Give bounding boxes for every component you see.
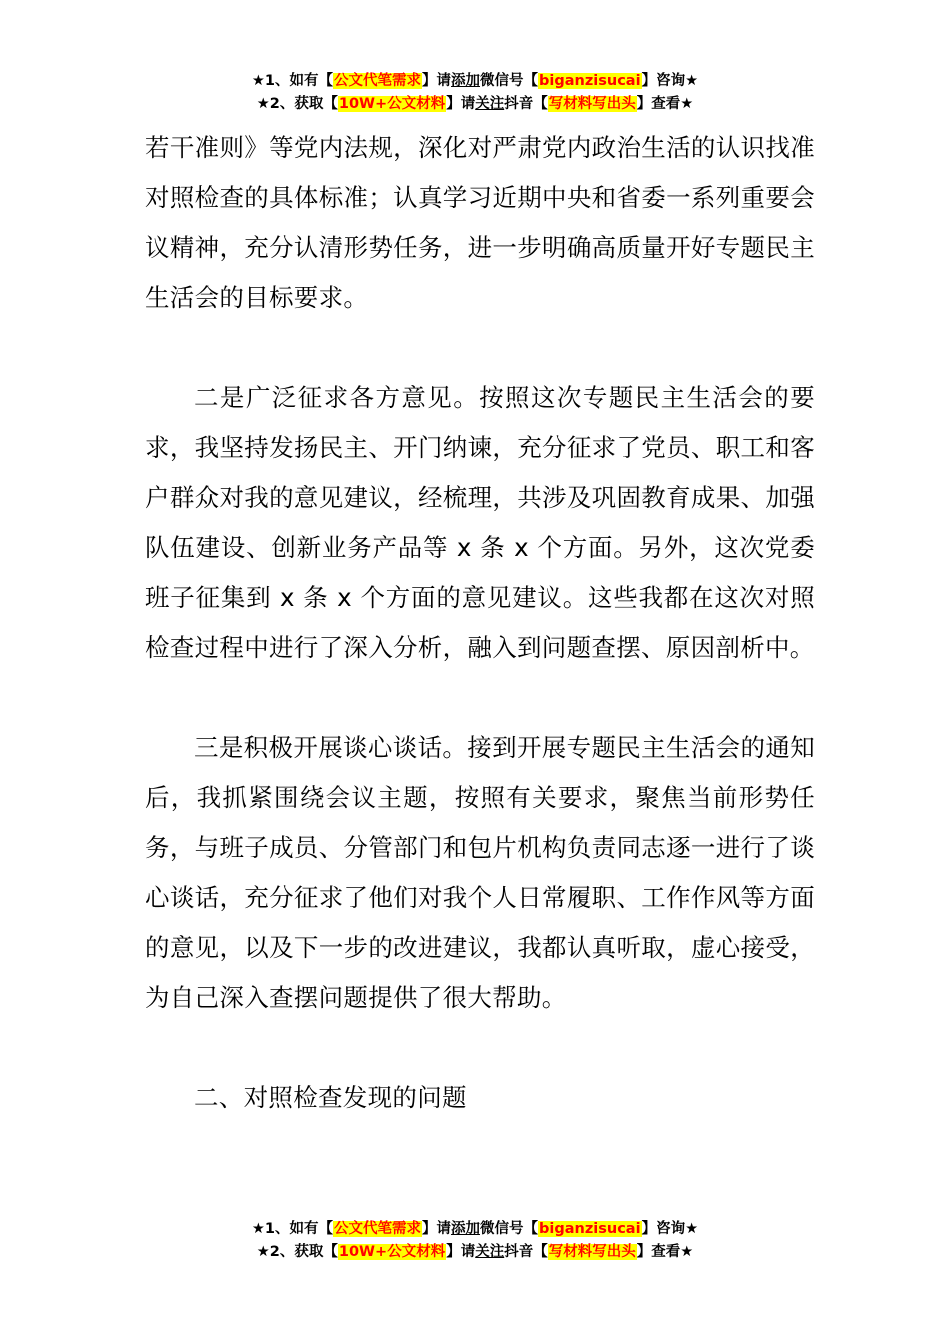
banner-underlined: 关注: [475, 1244, 505, 1260]
banner-text: 微信号【: [480, 73, 539, 89]
banner-underlined: 添加: [451, 73, 481, 89]
banner-text: ★2、获取【: [256, 96, 338, 112]
footer-banner-line-1: [0, 1218, 950, 1241]
banner-highlight: biganzisucai: [539, 1221, 641, 1237]
banner-highlight: 写材料写出头: [548, 1244, 636, 1260]
paragraph-3: 三是积极开展谈心谈话。接到开展专题民主生活会的通知后，我抓紧围绕会议主题，按照有关要求，聚焦当前形势任务，与班子成员、分管部门和包片机构负责同志逐一进行了谈心谈话，充分征求了他们对我个人日常履职、工作作风等方面的意见，以及下一步的改进建议，我都认真听取，虚心接受，为自己深入查摆问题提供了很大帮助。: [145, 733, 815, 1012]
banner-highlight: 写材料写出头: [548, 96, 636, 112]
paragraph-spacer: [145, 323, 815, 373]
banner-text: 】请: [446, 96, 476, 112]
banner-text: 】查看★: [636, 1244, 694, 1260]
banner-highlight: 公文代笔需求: [334, 73, 422, 89]
banner-highlight: 公文代笔需求: [334, 1221, 422, 1237]
banner-underlined: 添加: [451, 1221, 481, 1237]
header-banner-line-1: [0, 70, 950, 93]
banner-text: ★1、如有【: [251, 1221, 334, 1237]
banner-text: 】请: [422, 73, 452, 89]
banner-highlight: biganzisucai: [539, 73, 641, 89]
banner-text: ★1、如有【: [251, 73, 334, 89]
document-body: [145, 123, 815, 1123]
header-banner: [0, 70, 950, 116]
banner-text: 微信号【: [480, 1221, 539, 1237]
paragraph-1: 若干准则》等党内法规，深化对严肃党内政治生活的认识找准对照检查的具体标准；认真学习近期中央和省委一系列重要会议精神，充分认清形势任务，进一步明确高质量开好专题民主生活会的目标要求。: [145, 133, 815, 312]
banner-text: ★2、获取【: [256, 1244, 338, 1260]
header-banner-line-2: [0, 93, 950, 116]
paragraph-spacer: [145, 673, 815, 723]
banner-text: 】查看★: [636, 96, 694, 112]
banner-underlined: 关注: [475, 96, 505, 112]
paragraph-2: 二是广泛征求各方意见。按照这次专题民主生活会的要求，我坚持发扬民主、开门纳谏，充分征求了党员、职工和客户群众对我的意见建议，经梳理，共涉及巩固教育成果、加强队伍建设、创新业务产品等 x 条 x 个方面。另外，这次党委班子征集到 x 条 x 个方面的意见建议。这些我都在这次对照检查过程中进行了深入分析，融入到问题查摆、原因剖析中。: [145, 383, 815, 662]
banner-highlight: 10W+公文材料: [338, 1244, 446, 1260]
banner-text: 抖音【: [504, 96, 548, 112]
banner-text: 抖音【: [504, 1244, 548, 1260]
banner-text: 】请: [446, 1244, 476, 1260]
footer-banner-line-2: [0, 1241, 950, 1264]
paragraph-spacer: [145, 1023, 815, 1073]
banner-highlight: 10W+公文材料: [338, 96, 446, 112]
footer-banner: [0, 1218, 950, 1264]
banner-text: 】咨询★: [641, 1221, 699, 1237]
banner-text: 】咨询★: [641, 73, 699, 89]
banner-text: 】请: [422, 1221, 452, 1237]
section-heading: 二、对照检查发现的问题: [194, 1083, 467, 1112]
